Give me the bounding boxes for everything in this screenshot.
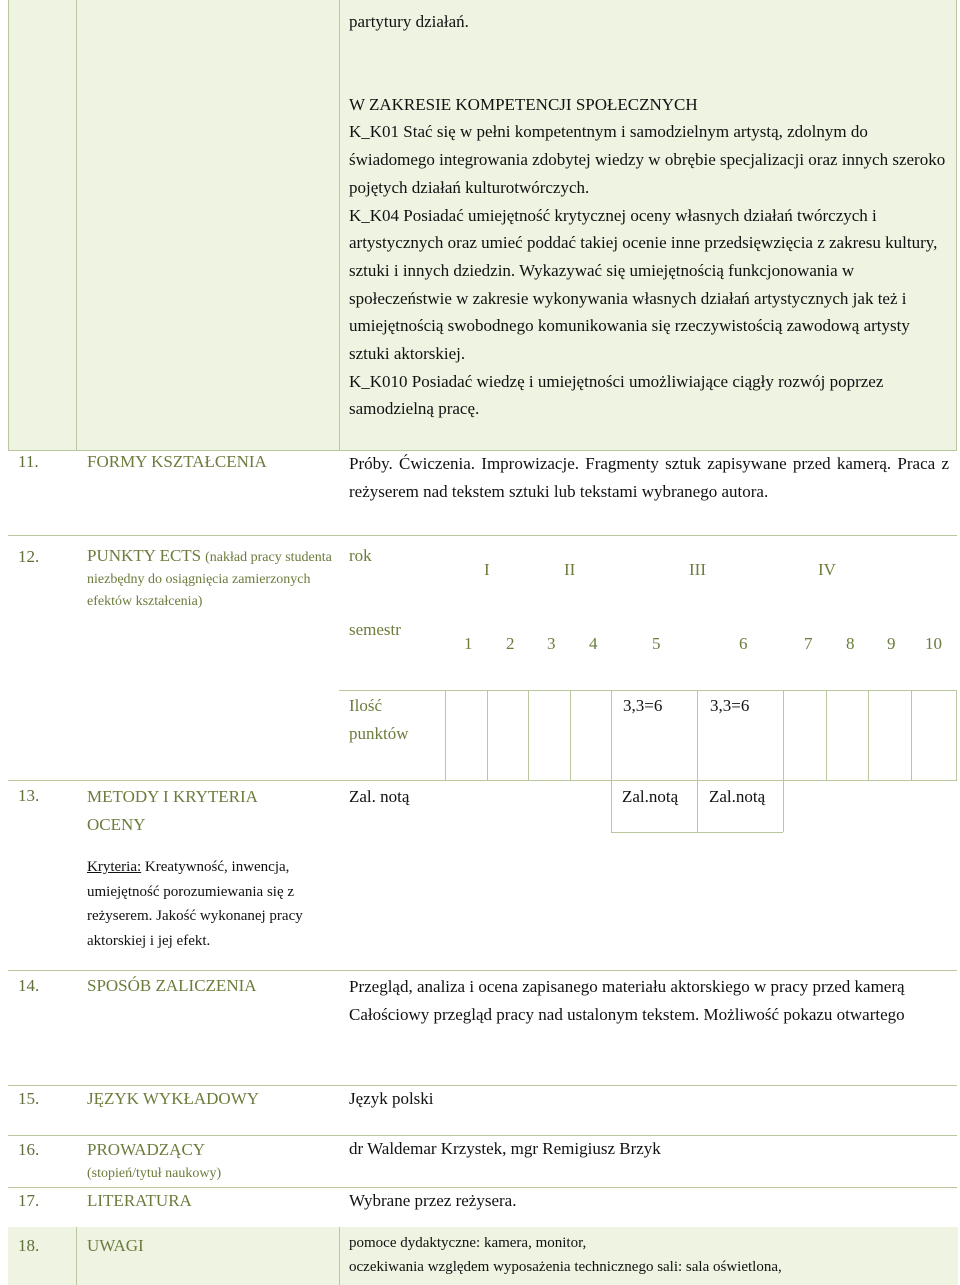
semester-3: 3 [547,634,556,653]
section11-title: FORMY KSZTAŁCENIA [87,452,267,471]
section15-content: Język polski [349,1089,434,1108]
section15-row [8,1085,958,1135]
semester-8: 8 [846,634,855,653]
criteria-label: Kryteria: [87,859,142,875]
section10-title-cell [76,0,339,450]
section11-row [8,450,958,535]
section14-line2: Całościowy przegląd pracy nad ustalonym tekstem. Możliwość pokazu otwartego [349,1004,905,1024]
grade-sem6: Zal.notą [709,787,766,806]
semester-2: 2 [506,634,515,653]
section14-number: 14. [18,976,40,995]
section15-number: 15. [18,1089,40,1108]
criteria-text: Kreatywność, inwencja, umiejętność porozumiewania się z reżyserem. Jakość wykonanej pracy aktorskiej i jej efekt. [87,859,303,949]
section15-title: JĘZYK WYKŁADOWY [87,1089,260,1108]
section13-number: 13. [18,786,40,805]
section16-content: dr Waldemar Krzystek, mgr Remigiusz Brzyk [349,1139,661,1158]
section17-content: Wybrane przez reżysera. [349,1191,517,1210]
section10-top-line: partytury działań. [349,12,469,31]
section18-line1: pomoce dydaktyczne: kamera, monitor, [349,1235,587,1251]
section13-row-label: Zal. notą [349,787,410,806]
semester-6: 6 [739,634,748,653]
year-I: I [484,560,490,579]
section10-content-cell [339,0,957,450]
k010-text: K_K010 Posiadać wiedzę i umiejętności umożliwiające ciągły rozwój poprzez samodzielną pracę. [349,371,884,419]
section12-title: PUNKTY ECTS [87,546,202,565]
points-sem6: 3,3=6 [710,696,750,715]
section13-title: METODY I KRYTERIA OCENY [87,787,257,834]
section16-title: PROWADZĄCY [87,1140,206,1159]
section13-criteria [87,855,337,953]
section14-row [8,970,958,1085]
section11-number: 11. [18,452,39,471]
section16-row [8,1135,958,1187]
section12-row [8,535,958,780]
section17-number: 17. [18,1191,40,1210]
social-competence-title: W ZAKRESIE KOMPETENCJI SPOŁECZNYCH [349,94,698,114]
grade-sem5: Zal.notą [622,787,679,806]
section17-row [8,1187,958,1227]
section10-number-cell [8,0,76,450]
section18-number: 18. [18,1236,40,1255]
semester-4: 4 [589,634,598,653]
year-III: III [689,560,706,579]
section18-row [8,1227,958,1285]
semester-1: 1 [464,634,473,653]
section18-line2: oczekiwania względem wyposażenia technicznego sali: sala oświetlona, [349,1259,782,1275]
section11-content: Próby. Ćwiczenia. Improwizacje. Fragmenty sztuk zapisywane przed kamerą. Praca z reżyserem nad tekstem sztuki lub tekstami wybranego autora. [349,454,949,501]
year-II: II [564,560,576,579]
rok-label: rok [349,546,372,565]
section12-number: 12. [18,547,40,566]
k01-text: K_K01 Stać się w pełni kompetentnym i samodzielnym artystą, zdolnym do świadomego integrowania zdobytej wiedzy w obrębie specjalizacji oraz innych szeroko pojętych działań kulturotwórczych. [349,122,946,197]
points-sem5: 3,3=6 [623,696,663,715]
year-IV: IV [818,560,836,579]
section13-row [8,780,958,970]
section18-title: UWAGI [87,1236,144,1255]
k04-text: K_K04 Posiadać umiejętność krytycznej oceny własnych działań twórczych i artystycznych oraz umieć poddać takiej ocenie inne przedsięwzięcia z zakresu kultury, sztuki i innych dziedzin. Wykazywać się umiejętnością funkcjonowania w społeczeństwie w zakresie wykonywania własnych działań artystycznych jak też i umiejętnością swobodnego komunikowania się rzeczywistością zawodową artysty sztuki aktorskiej. [349,205,938,364]
points-label: Ilość punktów [349,696,409,743]
section16-number: 16. [18,1140,40,1159]
section14-line1: Przegląd, analiza i ocena zapisanego materiału aktorskiego w pracy przed kamerą [349,977,905,996]
semestr-label: semestr [349,620,401,639]
semester-7: 7 [804,634,813,653]
semester-10: 10 [925,634,942,653]
section17-title: LITERATURA [87,1191,192,1210]
section14-title: SPOSÓB ZALICZENIA [87,976,257,995]
semester-5: 5 [652,634,661,653]
section16-subtitle: (stopień/tytuł naukowy) [87,1166,222,1181]
section12-title-note: (nakład pracy studenta niezbędny do osiągnięcia zamierzonych efektów kształcenia) [87,550,332,609]
semester-9: 9 [887,634,896,653]
